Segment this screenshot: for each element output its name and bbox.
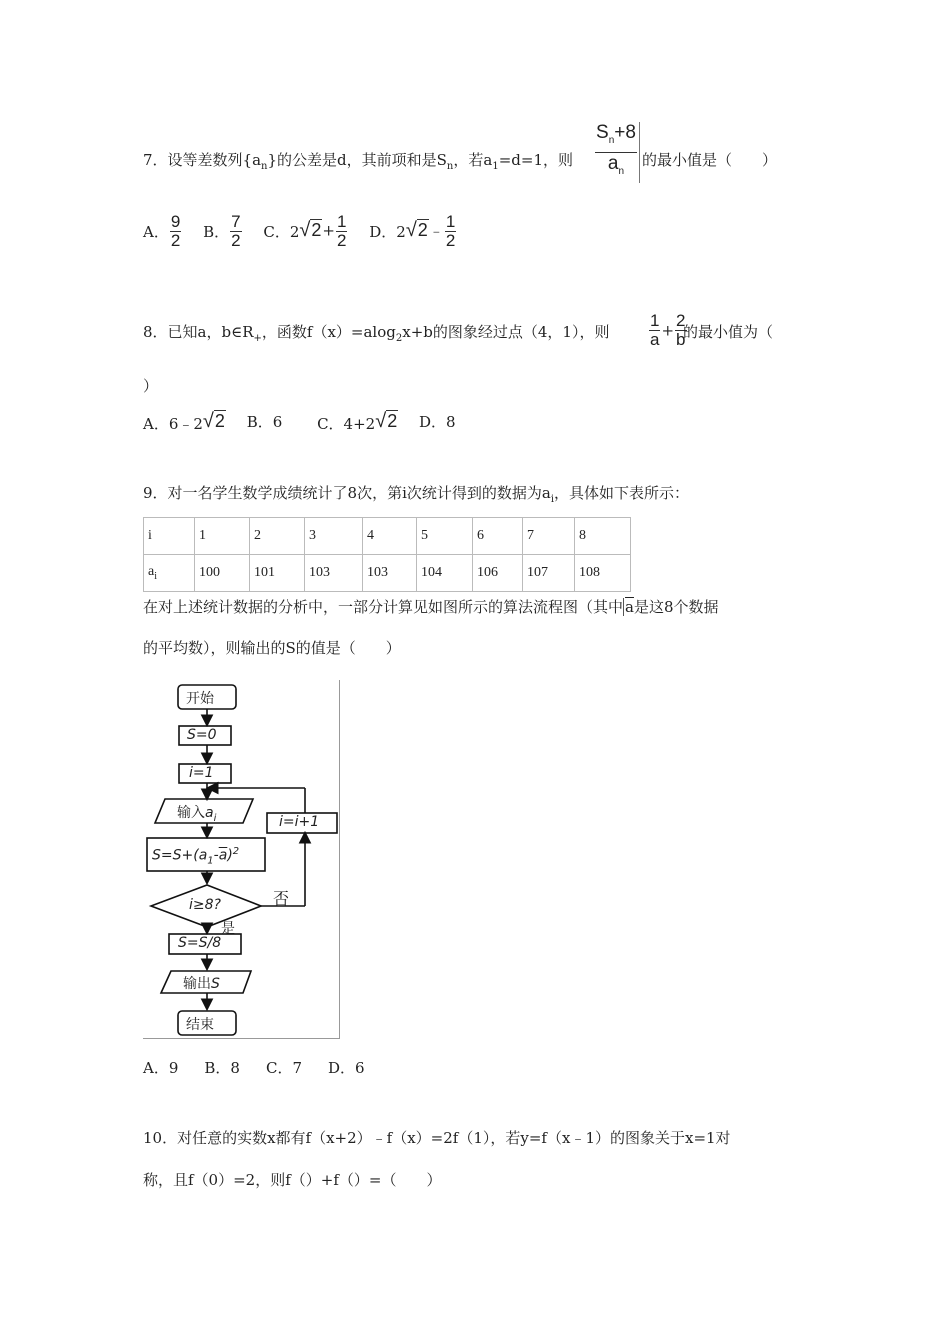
q8-option-b[interactable] <box>247 411 283 432</box>
q9-option-d[interactable]: D．6 <box>328 1059 365 1077</box>
sqrt-icon: √2 <box>202 410 225 432</box>
q8-sub-plus: + <box>253 333 262 344</box>
q7-option-c-plus: + <box>322 221 335 240</box>
q8-text-2: ，函数f（x）=alog <box>261 323 396 341</box>
q9-option-b[interactable]: B．8 <box>204 1059 240 1077</box>
sqrt-icon: √2 <box>375 410 398 432</box>
q7-option-d[interactable] <box>369 213 457 250</box>
q9-stem <box>143 483 689 510</box>
q8-option-a[interactable] <box>143 410 226 434</box>
q8-stem-post: 的最小值为（ <box>683 323 774 341</box>
q7-sub-1: 1 <box>492 161 499 172</box>
table-cell: 103 <box>363 555 417 592</box>
q8-sub-2: 2 <box>395 333 403 344</box>
table-cell: 107 <box>523 555 575 592</box>
table-row <box>144 555 631 592</box>
table-cell: 104 <box>417 555 473 592</box>
q8-option-a-rad: 2 <box>214 411 225 431</box>
flow-update-mid: - <box>213 847 219 864</box>
q8-stem-line2: ） <box>143 377 159 395</box>
flow-no-label: 否 <box>273 889 290 908</box>
table-cell: 2 <box>250 518 305 555</box>
q8-option-a-label: A．6﹣2 <box>143 414 203 433</box>
flow-update-text: S=S+(a <box>152 847 208 864</box>
flow-output-text: 输出 <box>183 976 211 992</box>
q9-sub-i: i <box>550 494 555 505</box>
table-row <box>144 518 631 555</box>
q9-text-4: 是这8个数据 <box>633 598 719 616</box>
q8-f2-den: b <box>676 330 686 349</box>
q7-option-c-den: 2 <box>336 231 347 250</box>
flow-update-label <box>152 846 239 866</box>
table-cell: 100 <box>195 555 250 592</box>
table-cell <box>144 555 195 592</box>
flow-i1-label: i=1 <box>189 765 214 781</box>
flow-update-end: ) <box>227 847 233 864</box>
q8-option-d-label: D．8 <box>418 413 456 432</box>
table-cell: 106 <box>473 555 523 592</box>
table-row-label: a <box>148 564 155 580</box>
q7-option-a-label: A． <box>143 223 169 241</box>
flow-end-label: 结束 <box>186 1017 214 1033</box>
q10-line1: 10．对任意的实数x都有f（x+2）﹣f（x）=2f（1），若y=f（x﹣1）的图象关于x=1对 <box>143 1129 731 1147</box>
q7-option-a-num: 9 <box>170 212 181 231</box>
q9-option-c[interactable]: C．7 <box>265 1059 302 1077</box>
q7-option-c-rad: 2 <box>311 219 322 240</box>
q7-option-d-rad: 2 <box>417 219 428 240</box>
q7-option-a-den: 2 <box>170 231 181 250</box>
q9-text-2: ，具体如下表所示： <box>554 484 690 502</box>
table-cell: 3 <box>305 518 363 555</box>
table-cell: 103 <box>305 555 363 592</box>
q7-stem <box>143 150 573 177</box>
q8-option-d[interactable] <box>419 411 456 432</box>
q7-option-d-den: 2 <box>445 231 456 250</box>
q7-frac-den-sub: n <box>618 165 625 177</box>
q7-option-c[interactable] <box>263 213 348 250</box>
q7-text-3: ，若a <box>453 151 493 169</box>
q8-option-c-rad: 2 <box>387 411 398 431</box>
q8-f2-num: 2 <box>676 311 686 330</box>
table-cell: 4 <box>363 518 417 555</box>
q7-text-4: =d=1，则 <box>498 151 573 169</box>
q8-stem <box>143 322 609 349</box>
sqrt-icon: √2 <box>405 218 428 241</box>
flow-update-sub: 1 <box>207 855 214 867</box>
flow-div-label: S=S/8 <box>178 935 222 951</box>
q7-option-b-label: B． <box>203 223 230 241</box>
table-cell: 7 <box>523 518 575 555</box>
table-row-label-sub: i <box>154 570 157 582</box>
q8-options <box>143 410 472 434</box>
table-cell: 6 <box>473 518 523 555</box>
q7-frac-num: S <box>596 122 609 143</box>
q10-line2: 称，且f（0）=2，则f（）+f（）=（ ） <box>143 1171 442 1189</box>
q7-fraction <box>594 122 641 183</box>
q9-text-line2: 的平均数），则输出的S的值是（ ） <box>143 639 401 657</box>
flow-start-label: 开始 <box>186 691 214 707</box>
q7-frac-num-rest: +8 <box>614 122 636 143</box>
q8-plus: + <box>661 321 675 340</box>
q7-text-1: 7．设等差数列{a <box>143 151 262 169</box>
q9-text-1: 9．对一名学生数学成绩统计了8次，第i次统计得到的数据为a <box>143 484 551 502</box>
q7-frac-den: a <box>607 152 619 174</box>
q8-option-c[interactable] <box>317 410 398 434</box>
q7-option-b-den: 2 <box>231 231 241 250</box>
q7-option-a[interactable] <box>143 213 182 250</box>
flow-output-label <box>183 973 220 993</box>
flow-output-var: S <box>211 976 220 992</box>
q7-text-2: }的公差是d，其前项和是S <box>267 151 447 169</box>
q7-option-b-num: 7 <box>231 212 241 231</box>
flow-update-abar: $\overline{a}$ <box>218 847 228 864</box>
q7-option-d-num: 1 <box>445 212 456 231</box>
table-cell: 8 <box>575 518 631 555</box>
q8-text-1: 8．已知a，b∈R <box>143 323 254 341</box>
q7-option-c-num: 1 <box>336 212 347 231</box>
q7-sub-n: n <box>261 161 268 172</box>
q9-data-table <box>143 517 631 592</box>
q7-option-b[interactable] <box>203 213 243 250</box>
q9-options <box>143 1057 381 1078</box>
q7-option-d-label: D．2 <box>369 223 406 241</box>
q7-frac-num-sub: n <box>608 134 615 146</box>
q8-option-b-label: B．6 <box>246 413 283 432</box>
sqrt-icon: √2 <box>299 218 322 241</box>
flowchart <box>143 680 340 1039</box>
q8-text-3: x+b的图象经过点（4，1），则 <box>402 323 610 341</box>
flow-input-var: a <box>205 805 214 821</box>
table-cell: 108 <box>575 555 631 592</box>
q8-fractions <box>648 312 688 349</box>
table-cell: i <box>144 518 195 555</box>
flow-s0-label: S=0 <box>187 727 217 743</box>
q7-options <box>143 213 473 250</box>
q8-f1-num: 1 <box>650 311 660 330</box>
q7-option-d-minus: ﹣ <box>428 221 444 240</box>
q9-option-a[interactable]: A．9 <box>143 1059 179 1077</box>
q7-sub-n2: n <box>446 161 454 172</box>
q7-stem-post: 的最小值是（ ） <box>642 151 778 169</box>
q8-f1-den: a <box>650 330 660 349</box>
q8-option-c-label: C．4+2 <box>317 414 376 433</box>
flow-cond-label: i≥8? <box>189 897 221 913</box>
table-cell: 101 <box>250 555 305 592</box>
q7-option-c-label: C．2 <box>263 223 300 241</box>
flow-update-sup: 2 <box>232 846 240 857</box>
flow-inc-label: i=i+1 <box>279 814 320 830</box>
flow-yes-label: 是 <box>221 921 235 937</box>
table-cell: 1 <box>195 518 250 555</box>
flow-input-text: 输入 <box>177 805 205 821</box>
q9-text-3: 在对上述统计数据的分析中，一部分计算见如图所示的算法流程图（其中 <box>143 598 624 616</box>
flow-input-sub: i <box>213 812 217 824</box>
q9-text-line1 <box>143 597 719 617</box>
flow-input-label <box>177 802 216 824</box>
q9-abar: $\overline{a}$ <box>625 598 634 616</box>
table-cell: 5 <box>417 518 473 555</box>
